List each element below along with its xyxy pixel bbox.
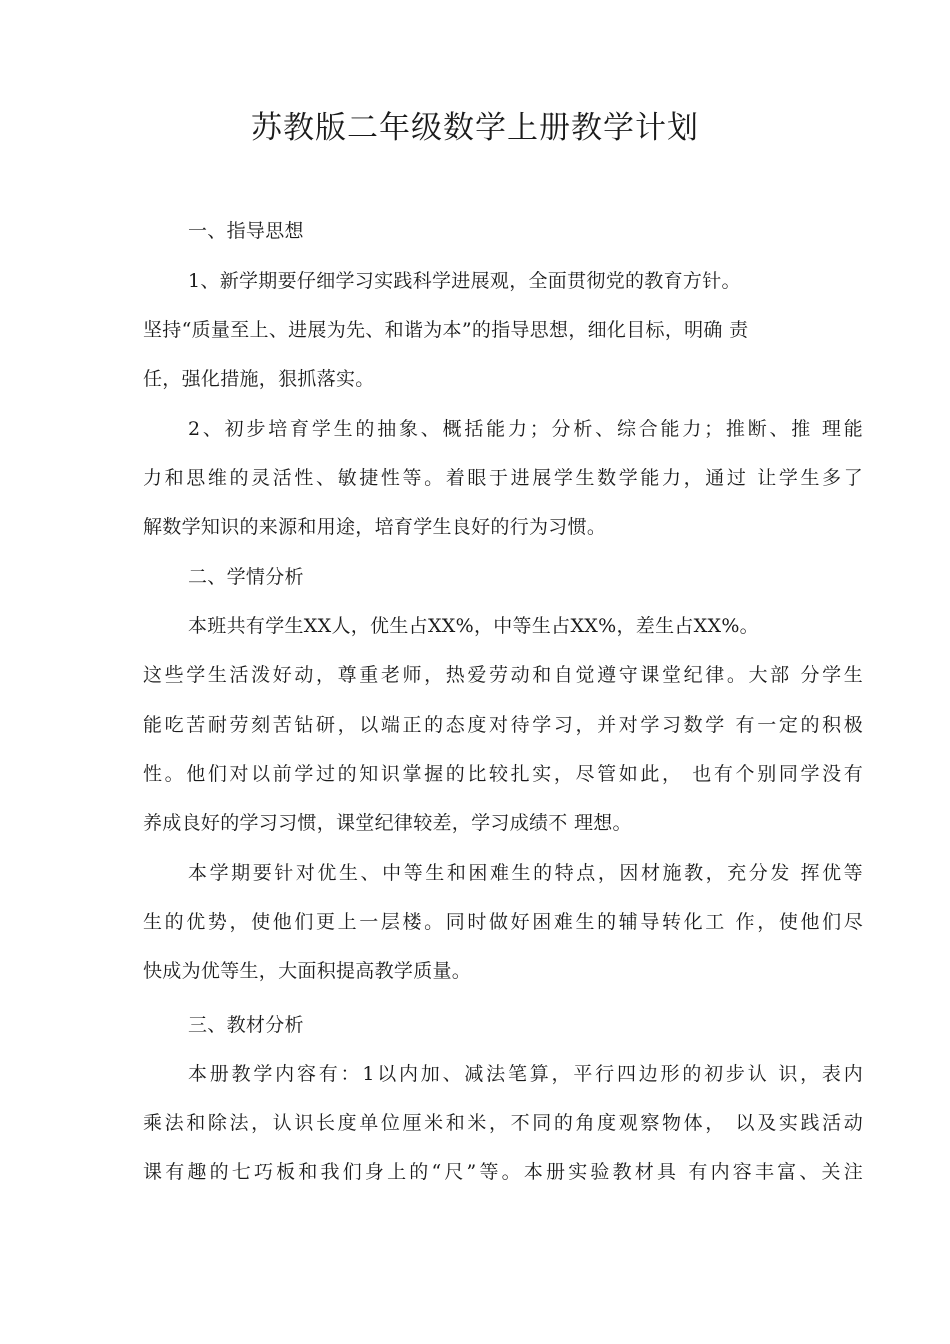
paragraph-line: 任，强化措施，狠抓落实。 (143, 368, 375, 390)
paragraph-line: 乘法和除法，认识长度单位厘米和米，不同的角度观察物体， 以及实践活动 (143, 1112, 863, 1134)
section-heading-textbook-analysis: 三、教材分析 (188, 1014, 304, 1036)
paragraph-line: 本班共有学生XX人，优生占XX%，中等生占XX%，差生占XX%。 (188, 615, 759, 637)
paragraph-line: 快成为优等生，大面积提高教学质量。 (143, 960, 472, 982)
paragraph-line: 本册教学内容有：1以内加、减法笔算，平行四边形的初步认 识，表内 (188, 1063, 863, 1085)
document-title: 苏教版二年级数学上册教学计划 (251, 110, 699, 146)
paragraph-line: 生的优势，使他们更上一层楼。同时做好困难生的辅导转化工 作，使他们尽 (143, 911, 863, 933)
paragraph-line: 解数学知识的来源和用途，培育学生良好的行为习惯。 (143, 516, 607, 538)
paragraph-line: 性。他们对以前学过的知识掌握的比较扎实，尽管如此， 也有个别同学没有 (143, 763, 863, 785)
paragraph-line: 2、初步培育学生的抽象、概括能力；分析、综合能力；推断、推 理能 (188, 418, 863, 440)
section-heading-student-analysis: 二、学情分析 (188, 566, 304, 588)
paragraph-line: 本学期要针对优生、中等生和困难生的特点，因材施教，充分发 挥优等 (188, 862, 863, 884)
paragraph-line: 能吃苦耐劳刻苦钻研，以端正的态度对待学习，并对学习数学 有一定的积极 (143, 714, 863, 736)
paragraph-line: 1、新学期要仔细学习实践科学进展观，全面贯彻党的教育方针。 (188, 270, 741, 292)
section-heading-guiding-ideology: 一、指导思想 (188, 220, 304, 242)
paragraph-line: 课有趣的七巧板和我们身上的“尺”等。本册实验教材具 有内容丰富、关注 (143, 1161, 863, 1183)
paragraph-line: 力和思维的灵活性、敏捷性等。着眼于进展学生数学能力，通过 让学生多了 (143, 467, 863, 489)
paragraph-line: 这些学生活泼好动，尊重老师，热爱劳动和自觉遵守课堂纪律。大部 分学生 (143, 664, 863, 686)
paragraph-line: 养成良好的学习习惯，课堂纪律较差，学习成绩不 理想。 (143, 812, 632, 834)
paragraph-line: 坚持“质量至上、进展为先、和谐为本”的指导思想，细化目标，明确 责 (143, 319, 749, 341)
